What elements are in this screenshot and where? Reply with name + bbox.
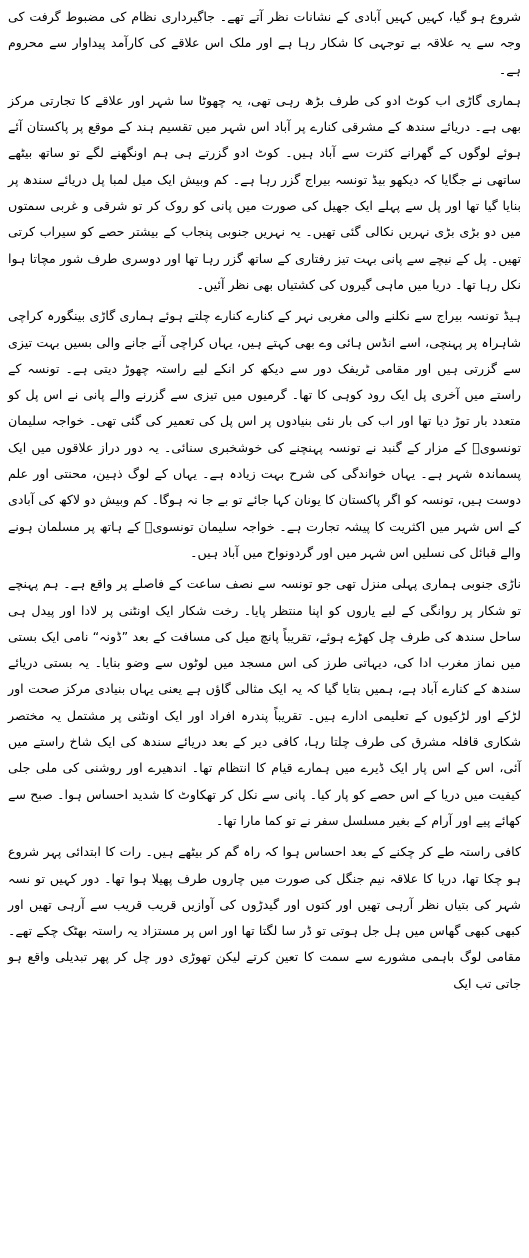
paragraph-5: کافی راستہ طے کر چکنے کے بعد احساس ہوا کہ راہ گم کر بیٹھے ہیں۔ رات کا ابتدائی پہر شروع ہو چکا تھا، دریا کا علاقہ نیم جنگل کی صورت میں چاروں طرف پھیلا ہوا تھا۔ دور کہیں تو نسہ شہر کی بتیاں نظر آرہی تھیں اور کتوں اور گیدڑوں کی آوازیں قریب قریب سے آرہی تھیں اور کبھی کبھی گھاس میں ہل جل ہوتی تو ڈر سا لگتا تھا اور اس پر مستزاد یہ راستہ بھٹک چکے تھے۔ مقامی لوگ باہمی مشورے سے سمت کا تعین کرتے لیکن تھوڑی دور چل کر پھر تبدیلی واقع ہو جاتی تب ایک	[8, 844, 521, 991]
paragraph-3: ہیڈ تونسہ بیراج سے نکلنے والی مغربی نہر کے کنارے کنارے چلتے ہوئے ہماری گاڑی بینگورہ کراچی شاہراہ پر پہنچی، اسے انڈس ہائی وے بھی کہتے ہیں، یہاں کراچی آنے جانے والی بسیں بہت تیزی سے گزرتی ہیں اور مقامی ٹریفک دور سے دیکھ کر انکے لیے راستہ چھوڑ دیتی ہے۔ تونسہ کے راستے میں آخری پل ایک رود کوہی کا تھا۔ گرمیوں میں تیزی سے گزرنے والے پانی نے اس پل کو متعدد بار توڑ دیا تھا اور اب کی بار نئی بنیادوں پر اس پل کی تعمیر کی گئی تھی۔ خواجہ سلیمان تونسویؒ کے مزار کے گنبد نے تونسہ پہنچنے کی خوشخبری سنائی۔ یہ دور دراز علاقوں میں ایک پسماندہ شہر ہے۔ یہاں خواندگی کی شرح بہت زیادہ ہے۔ یہاں کے لوگ ذہین، محنتی اور علم دوست ہیں، تونسہ کو اگر پاکستان کا یونان کہا جائے تو بے جا نہ ہوگا۔ کم وبیش دو لاکھ کی آبادی کے اس شہر میں اکثریت کا پیشہ تجارت ہے۔ خواجہ سلیمان تونسویؒ کے ہاتھ پر مسلمان ہونے والے قبائل کی نسلیں اس شہر میں اور گردونواح میں آباد ہیں۔	[8, 308, 521, 560]
paragraph-1: شروع ہو گیا، کہیں کہیں آبادی کے نشانات نظر آتے تھے۔ جاگیرداری نظام کی مضبوط گرفت کی وجہ سے یہ علاقہ بے توجہی کا شکار رہا ہے اور ملک اس علاقے کی کارآمد پیداوار سے محروم ہے۔	[8, 9, 521, 77]
paragraph-4: ناڑی جنوبی ہماری پہلی منزل تھی جو تونسہ سے نصف ساعت کے فاصلے پر واقع ہے۔ ہم پہنچے تو شکار پر روانگی کے لیے یاروں کو اپنا منتظر پایا۔ رخت شکار ایک اونٹنی پر لادا اور پیدل ہی ساحل سندھ کی طرف چل کھڑے ہوئے، تقریباً پانچ میل کی مسافت کے بعد ”ڈونہ“ نامی ایک بستی میں نماز مغرب ادا کی، دیہاتی طرز کی اس مسجد میں لوٹوں سے وضو بنایا۔ یہ بستی دریائے سندھ کے کنارے آباد ہے، ہمیں بتایا گیا کہ یہ ایک مثالی گاؤں ہے یعنی یہاں بنیادی مرکز صحت اور لڑکے اور لڑکیوں کے تعلیمی ادارے ہیں۔ تقریباً پندرہ افراد اور ایک اونٹنی پر مشتمل یہ مختصر شکاری قافلہ مشرق کی طرف چلتا رہا، کافی دیر کے بعد دریائے سندھ کی ایک شاخ راستے میں آئی، اس کے اس پار ایک ڈیرے میں ہمارے قیام کا انتظام تھا۔ اندھیرے اور روشنی کی ملی جلی کیفیت میں دریا کے اس حصے کو پار کیا۔ پانی سے نکل کر تھکاوٹ کا شدید احساس ہوا۔ صبح سے کھائے پیے اور آرام کے بغیر مسلسل سفر نے تو کما مارا تھا۔	[8, 576, 521, 828]
paragraph-2: ہماری گاڑی اب کوٹ ادو کی طرف بڑھ رہی تھی، یہ چھوٹا سا شہر اور علاقے کا تجارتی مرکز بھی ہے۔ دریائے سندھ کے مشرقی کنارے پر آباد اس شہر میں تقسیم ہند کے موقع پر پاکستان آئے ہوئے لوگوں کے گھرانے کثرت سے آباد ہیں۔ کوٹ ادو گزرتے ہی ہم اونگھنے لگے تو ساتھ بیٹھے ساتھی نے جگایا کہ دیکھو بیڈ تونسہ بیراج گزر رہا ہے۔ کم وبیش ایک میل لمبا پل دریائے سندھ پر بنایا گیا تھا اور پل سے پہلے ایک جھیل کی صورت میں پانی کو روک کر تو شرقی و غربی سمتوں میں دو بڑی بڑی نہریں نکالی گئی تھیں۔ یہ نہریں جنوبی پنجاب کے بیشتر حصے کو سیراب کرتی تھیں۔ پل کے نیچے سے پانی بہت تیز رفتاری کے ساتھ گزر رہا تھا اور دوسری طرف شور مچاتا ہوا نکل رہا تھا۔ دریا میں ماہی گیروں کی کشتیاں بھی نظر آئیں۔	[8, 92, 521, 292]
